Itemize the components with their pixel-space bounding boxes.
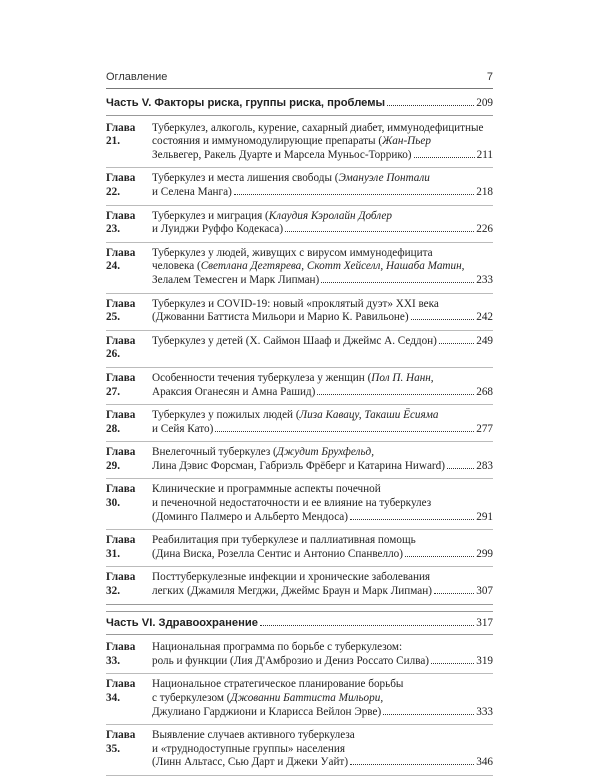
chapter-last-text: (Доминго Палмеро и Альберто Мендоса)	[152, 510, 348, 523]
chapter-page: 299	[476, 547, 493, 560]
chapter-last-line	[152, 548, 493, 562]
chapter-title-line: и печеночной недостаточности и ее влияние на туберкулез	[152, 497, 432, 510]
chapter-last-text: легких (Джамиля Мегджи, Джеймс Браун и Марк Липман)	[152, 585, 432, 598]
chapter-authors: Светлана Дегтярева, Скотт Хейселл, Нашаба Матин,	[200, 260, 465, 273]
chapter-title-line: Внелегочный туберкулез (Джудит Брухфельд,	[152, 446, 374, 459]
chapter-title-line: Выявление случаев активного туберкулеза	[152, 729, 355, 742]
toc-entry[interactable]	[106, 247, 493, 294]
chapter-label: Глава 24.	[106, 246, 136, 273]
chapter-label: Глава 34.	[106, 678, 136, 704]
part-title: Часть V. Факторы риска, группы риска, проблемы	[106, 97, 386, 109]
chapter-page: 307	[476, 585, 493, 598]
chapter-label: Глава 21.	[106, 121, 136, 148]
chapter-label: Глава 32.	[106, 571, 136, 598]
leader-dots	[350, 519, 474, 520]
chapter-title	[152, 571, 493, 598]
chapter-last-line	[152, 311, 493, 325]
chapter-label: Глава 27.	[106, 371, 136, 398]
chapter-page: 249	[476, 334, 493, 347]
table-of-contents	[106, 97, 493, 780]
chapter-title-line: Туберкулез и COVID-19: новый «проклятый дуэт» XXI века	[152, 297, 439, 310]
chapter-last-text: и Селена Манга)	[152, 185, 232, 198]
chapter-title-line: Туберкулез у пожилых людей (Лиза Кавацу, Такаши Ёсияма	[152, 409, 439, 422]
chapter-page: 291	[476, 510, 493, 523]
leader-dots	[321, 282, 474, 283]
chapter-title	[152, 247, 493, 288]
part-title: Часть VI. Здравоохранение	[106, 616, 258, 629]
chapter-last-line	[152, 223, 493, 237]
chapter-page: 218	[476, 185, 493, 198]
chapter-label: Глава 29.	[106, 446, 136, 472]
chapter-title	[152, 446, 493, 473]
chapter-last-line	[152, 756, 493, 770]
chapter-list-part-5	[106, 122, 493, 605]
chapter-last-line	[152, 186, 493, 200]
chapter-last-text: (Линн Альтасс, Сью Дарт и Джеки Уайт)	[152, 756, 349, 769]
leader-dots	[317, 394, 474, 395]
chapter-page: 268	[476, 385, 493, 398]
leader-dots	[285, 231, 474, 232]
chapter-title	[152, 483, 493, 524]
header-title: Оглавление	[106, 71, 168, 83]
chapter-last-line	[152, 460, 493, 474]
leader-dots	[405, 556, 474, 557]
leader-dots	[431, 663, 474, 664]
chapter-page: 277	[476, 422, 493, 435]
part-page: 317	[476, 616, 493, 629]
chapter-title	[152, 678, 493, 719]
chapter-title	[152, 210, 493, 237]
chapter-last-text: Араксия Оганесян и Амна Рашид)	[152, 385, 316, 398]
chapter-title-line: Посттуберкулезные инфекции и хронические заболевания	[152, 571, 431, 584]
chapter-title-line: Туберкулез у людей, живущих с вирусом иммунодефицита	[152, 246, 433, 259]
chapter-authors: Лиза Кавацу, Такаши Ёсияма	[299, 409, 439, 422]
chapter-label: Глава 30.	[106, 483, 136, 510]
chapter-last-line	[152, 274, 493, 288]
toc-entry[interactable]	[106, 534, 493, 567]
chapter-title-line: человека (Светлана Дегтярева, Скотт Хейселл, Нашаба Матин,	[152, 260, 465, 273]
header-rule	[106, 88, 493, 89]
chapter-label: Глава 31.	[106, 534, 136, 560]
chapter-title	[152, 335, 493, 362]
chapter-title-line: Клинические и программные аспекты почечной	[152, 483, 381, 496]
chapter-authors: Джудит Брухфельд,	[276, 446, 374, 459]
leader-dots	[234, 194, 474, 195]
header-page-number: 7	[486, 71, 493, 83]
chapter-authors: Джованни Баттиста Мильори,	[230, 692, 384, 704]
chapter-last-line	[152, 585, 493, 599]
chapter-label: Глава 35.	[106, 729, 136, 755]
toc-entry[interactable]	[106, 335, 493, 368]
chapter-last-line	[152, 511, 493, 525]
toc-entry[interactable]	[106, 372, 493, 405]
chapter-last-text: Туберкулез у детей (Х. Саймон Шааф и Джеймс А. Седдон)	[152, 334, 437, 347]
chapter-page: 226	[476, 223, 493, 236]
chapter-title-line: Туберкулез, алкоголь, курение, сахарный диабет, иммунодефицитные	[152, 121, 484, 134]
toc-entry[interactable]	[106, 298, 493, 331]
chapter-last-line	[152, 706, 493, 720]
chapter-title	[152, 298, 493, 325]
chapter-label: Глава 33.	[106, 641, 136, 667]
leader-dots	[434, 593, 474, 594]
chapter-title-line: Национальное стратегическое планирование борьбы	[152, 678, 404, 691]
toc-entry[interactable]	[106, 729, 493, 776]
toc-entry[interactable]	[106, 210, 493, 243]
chapter-authors: Клаудия Кэролайн Доблер	[268, 209, 392, 222]
leader-dots	[414, 157, 475, 158]
toc-entry[interactable]	[106, 122, 493, 169]
chapter-last-text: (Дина Виска, Розелла Сентис и Антонио Спанвелло)	[152, 547, 403, 560]
toc-entry[interactable]	[106, 483, 493, 530]
chapter-page: 333	[476, 705, 493, 718]
chapter-title	[152, 534, 493, 561]
chapter-label: Глава 25.	[106, 297, 136, 324]
chapter-title-line: и «труднодоступные группы» населения	[152, 742, 346, 755]
leader-dots	[215, 431, 474, 432]
chapter-page: 242	[476, 311, 493, 324]
chapter-last-line	[152, 149, 493, 163]
chapter-last-text: (Джованни Баттиста Мильори и Марио К. Равильоне)	[152, 311, 409, 324]
chapter-last-line	[152, 423, 493, 437]
part-6-heading[interactable]	[106, 611, 493, 636]
chapter-title	[152, 122, 493, 163]
chapter-authors: Эмануэле Понтали	[338, 172, 430, 185]
leader-dots	[350, 764, 474, 765]
chapter-last-line	[152, 386, 493, 400]
chapter-last-text: роль и функции (Лия Д'Амброзио и Дениз Россато Силва)	[152, 654, 430, 667]
chapter-last-line	[152, 655, 493, 669]
chapter-title	[152, 372, 493, 399]
toc-entry[interactable]	[106, 641, 493, 674]
toc-entry[interactable]	[106, 172, 493, 205]
chapter-title-line: с туберкулезом (Джованни Баттиста Мильори,	[152, 692, 384, 704]
leader-dots	[439, 343, 474, 344]
chapter-page: 346	[476, 756, 493, 769]
leader-dots	[383, 714, 474, 715]
chapter-title-line: Реабилитация при туберкулезе и паллиативная помощь	[152, 534, 416, 547]
chapter-title-line: состояния и иммуномодулирующие препараты (Жан-Пьер	[152, 135, 431, 148]
chapter-list-part-6	[106, 641, 493, 776]
chapter-page: 233	[476, 273, 493, 286]
part-5-heading[interactable]	[106, 97, 493, 116]
chapter-title-line: Национальная программа по борьбе с туберкулезом:	[152, 641, 403, 654]
chapter-title-line: Туберкулез и миграция (Клаудия Кэролайн Доблер	[152, 209, 392, 222]
chapter-label: Глава 22.	[106, 172, 136, 198]
chapter-last-text: Лина Дэвис Форсман, Габриэль Фрёберг и Катарина Ниward)	[152, 459, 445, 472]
toc-entry[interactable]	[106, 409, 493, 442]
chapter-title	[152, 641, 493, 668]
chapter-label: Глава 28.	[106, 409, 136, 435]
chapter-label: Глава 26.	[106, 334, 136, 361]
chapter-page: 211	[476, 148, 493, 161]
chapter-last-text: Зельвегер, Ракель Дуарте и Марсела Муньос-Торрико)	[152, 148, 412, 161]
chapter-last-text: Зелалем Темесген и Марк Липман)	[152, 273, 320, 286]
leader-dots	[260, 625, 474, 626]
chapter-last-line	[152, 335, 493, 349]
leader-dots	[387, 105, 474, 106]
chapter-authors: Жан-Пьер	[382, 135, 431, 148]
chapter-last-text: Джулиано Гарджиони и Кларисса Вейлон Эрве)	[152, 705, 382, 718]
running-header	[106, 71, 493, 83]
chapter-page: 319	[476, 654, 493, 667]
toc-entry[interactable]	[106, 571, 493, 604]
toc-entry[interactable]	[106, 678, 493, 725]
chapter-title-line: Туберкулез и места лишения свободы (Эмануэле Понтали	[152, 172, 430, 185]
chapter-title	[152, 172, 493, 199]
leader-dots	[447, 468, 474, 469]
chapter-label: Глава 23.	[106, 209, 136, 236]
chapter-authors: Пол П. Нанн,	[371, 371, 434, 384]
chapter-title	[152, 409, 493, 436]
chapter-title-line: Особенности течения туберкулеза у женщин (Пол П. Нанн,	[152, 371, 434, 384]
chapter-page: 283	[476, 459, 493, 472]
toc-entry[interactable]	[106, 446, 493, 479]
part-page: 209	[476, 97, 493, 109]
chapter-last-text: и Сейя Като)	[152, 422, 214, 435]
leader-dots	[411, 319, 475, 320]
chapter-last-text: и Луиджи Руффо Кодекаса)	[152, 223, 284, 236]
